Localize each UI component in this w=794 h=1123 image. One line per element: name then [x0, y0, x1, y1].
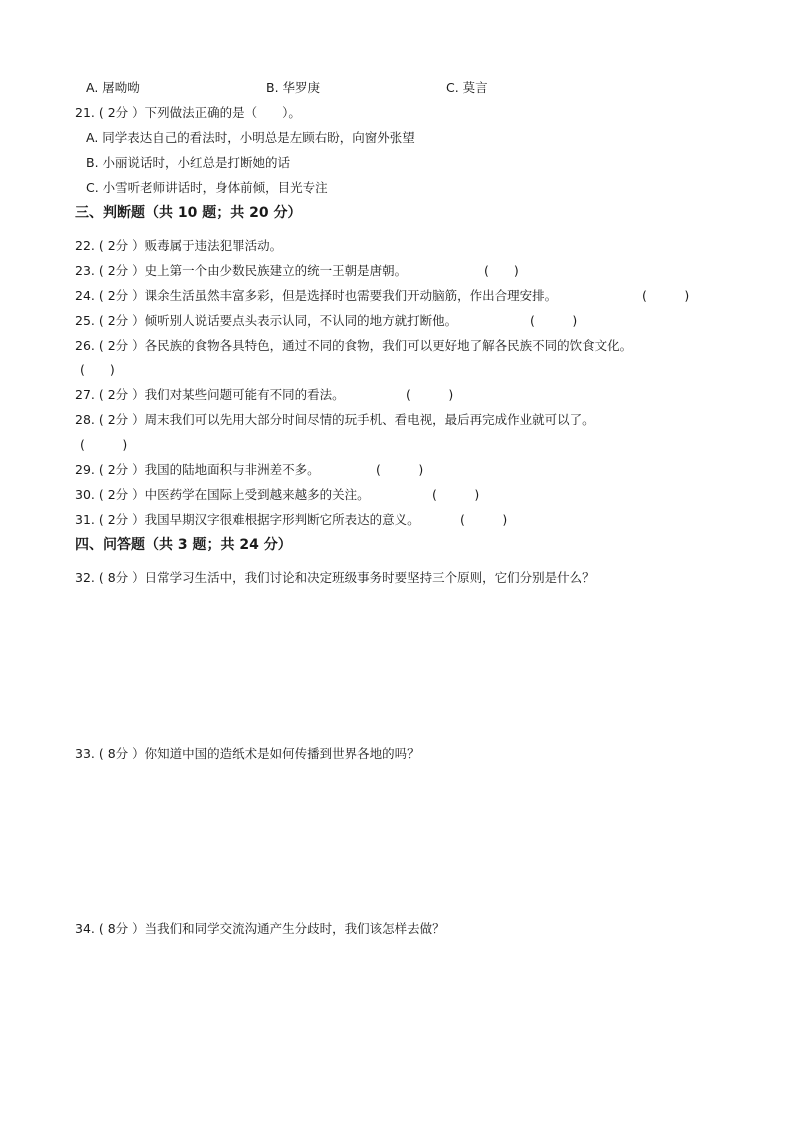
- answer-blank-23: ( ): [484, 263, 519, 278]
- judge-item-31: 31. ( 2分 ）我国早期汉字很难根据字形判断它所表达的意义。: [75, 512, 420, 527]
- answer-blank-30: ( ): [432, 487, 480, 502]
- judge-item-26: 26. ( 2分 ）各民族的食物各具特色，通过不同的食物，我们可以更好地了解各民族不同的饮食文化。: [75, 338, 633, 353]
- q20-option-a: A. 屠呦呦: [86, 80, 140, 95]
- q20-option-b: B. 华罗庚: [266, 80, 321, 95]
- answer-blank-29: ( ): [376, 462, 424, 477]
- answer-blank-24: ( ): [642, 288, 690, 303]
- answer-blank-26: ( ): [80, 362, 115, 377]
- q21-option-b: B. 小丽说话时，小红总是打断她的话: [86, 155, 291, 170]
- qa-item-32: 32. ( 8分 ）日常学习生活中，我们讨论和决定班级事务时要坚持三个原则，它们分别是什么？: [75, 570, 595, 585]
- qa-item-34: 34. ( 8分 ）当我们和同学交流沟通产生分歧时，我们该怎样去做？: [75, 921, 445, 936]
- q21-stem: 21. ( 2分 ）下列做法正确的是（ ）。: [75, 105, 301, 120]
- judge-item-27: 27. ( 2分 ）我们对某些问题可能有不同的看法。: [75, 387, 345, 402]
- judge-item-28: 28. ( 2分 ）周末我们可以先用大部分时间尽情的玩手机、看电视，最后再完成作业就可以了。: [75, 412, 595, 427]
- section-4-title: 四、问答题（共 3 题；共 24 分）: [75, 537, 292, 553]
- judge-item-22: 22. ( 2分 ）贩毒属于违法犯罪活动。: [75, 238, 283, 253]
- answer-blank-31: ( ): [460, 512, 508, 527]
- qa-item-33: 33. ( 8分 ）你知道中国的造纸术是如何传播到世界各地的吗？: [75, 746, 420, 761]
- q21-option-c: C. 小雪听老师讲话时，身体前倾，目光专注: [86, 180, 328, 195]
- section-3-title: 三、判断题（共 10 题；共 20 分）: [75, 205, 302, 221]
- answer-blank-27: ( ): [406, 387, 454, 402]
- judge-item-24: 24. ( 2分 ）课余生活虽然丰富多彩，但是选择时也需要我们开动脑筋，作出合理安排。: [75, 288, 558, 303]
- judge-item-23: 23. ( 2分 ）史上第一个由少数民族建立的统一王朝是唐朝。: [75, 263, 408, 278]
- q20-option-c: C. 莫言: [446, 80, 488, 95]
- answer-blank-28: ( ): [80, 437, 128, 452]
- answer-blank-25: ( ): [530, 313, 578, 328]
- judge-item-25: 25. ( 2分 ）倾听别人说话要点头表示认同，不认同的地方就打断他。: [75, 313, 458, 328]
- q21-option-a: A. 同学表达自己的看法时，小明总是左顾右盼，向窗外张望: [86, 130, 415, 145]
- judge-item-30: 30. ( 2分 ）中医药学在国际上受到越来越多的关注。: [75, 487, 370, 502]
- judge-item-29: 29. ( 2分 ）我国的陆地面积与非洲差不多。: [75, 462, 320, 477]
